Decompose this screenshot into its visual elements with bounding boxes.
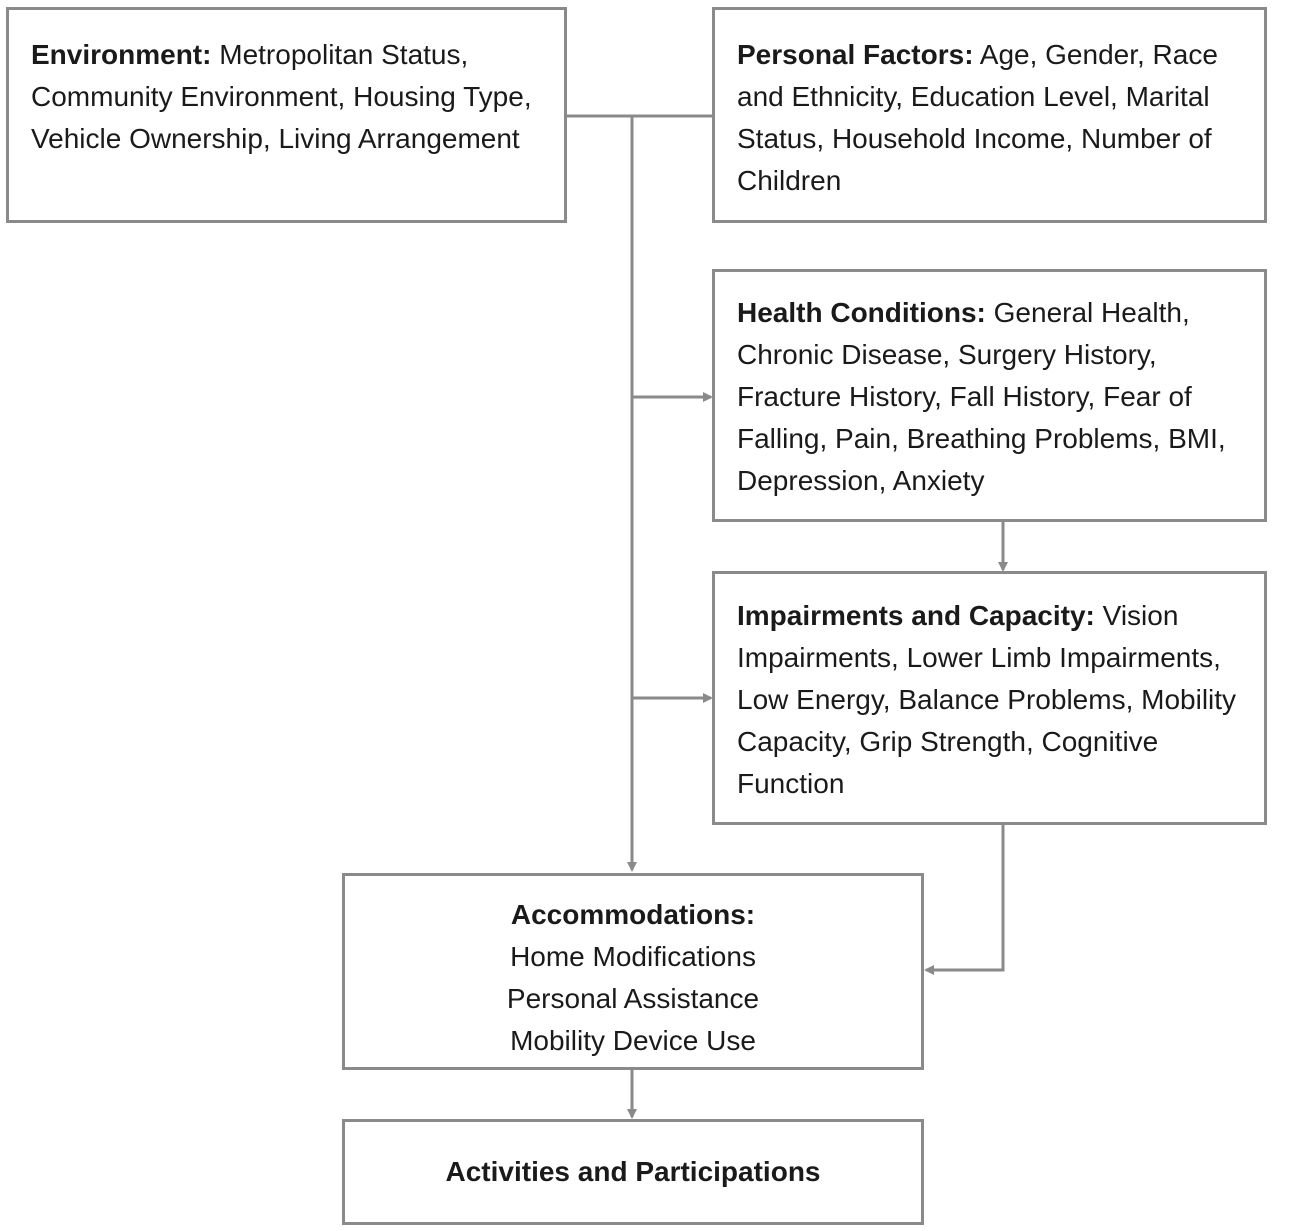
accommodations-line-2: Personal Assistance xyxy=(506,983,760,1014)
environment-body: Metropolitan Status, Community Environment, Housing Type, Vehicle Ownership, Living Arrangement xyxy=(31,39,532,154)
impairments-body: Vision Impairments, Lower Limb Impairments, Low Energy, Balance Problems, Mobility Capacity, Grip Strength, Cognitive Function xyxy=(737,600,1237,799)
accommodations-line-3: Mobility Device Use xyxy=(510,1025,756,1056)
activities-title: Activities and Participations xyxy=(445,1156,821,1187)
accommodations-line-1: Home Modifications xyxy=(510,941,756,972)
impairments-title: Impairments and Capacity: xyxy=(737,600,1095,631)
accommodations-title: Accommodations: xyxy=(510,899,756,930)
health-conditions-body: General Health, Chronic Disease, Surgery History, Fracture History, Fall History, Fear of Falling, Pain, Breathing Problems, BMI, Depression, Anxiety xyxy=(737,297,1226,496)
activities-box xyxy=(342,1119,924,1225)
personal-factors-body: Age, Gender, Race and Ethnicity, Education Level, Marital Status, Household Income, Number of Children xyxy=(737,39,1218,196)
personal-factors-title: Personal Factors: xyxy=(737,39,974,70)
accommodations-box xyxy=(342,873,924,1070)
environment-title: Environment: xyxy=(31,39,212,70)
personal-factors-box xyxy=(712,7,1267,223)
connector-impairments-accommodations xyxy=(926,824,1003,970)
environment-box xyxy=(6,7,567,223)
health-conditions-title: Health Conditions: xyxy=(737,297,986,328)
impairments-capacity-box xyxy=(712,571,1267,825)
health-conditions-box xyxy=(712,269,1267,522)
